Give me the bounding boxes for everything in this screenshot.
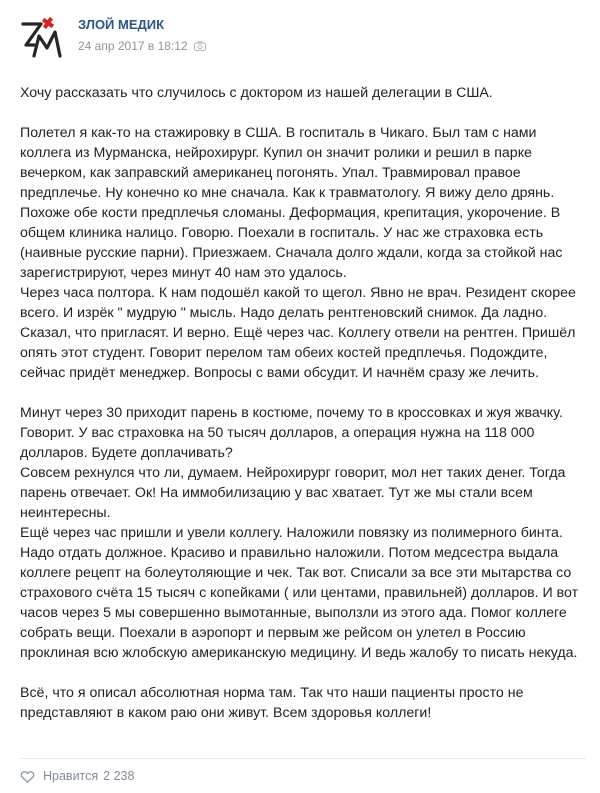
post-text-line: Всё, что я описал абсолютная норма там. Так что наши пациенты просто не [20, 685, 524, 701]
post-text-line: зарегистрируют, через минут 40 нам это удалось. [20, 265, 347, 281]
paragraph-gap [20, 663, 586, 683]
post-divider [20, 758, 586, 759]
post-text-line: Хочу рассказать что случилось с доктором из нашей делегации в США. [20, 85, 493, 101]
post-text-line: Ещё через час пришли и увели коллегу. Наложили повязку из полимерного бинта. [20, 525, 563, 541]
post-text-line: Минут через 30 приходит парень в костюме, почему то в кроссовках и жуя жвачку. [20, 405, 563, 421]
post-text-line: сейчас придёт менеджер. Вопросы с вами обсудит. И начнём сразу же лечить. [20, 365, 540, 381]
post-text-line: коллеге рецепт на болеутоляющие и чек. Так вот. Списали за все эти мытарства со [20, 565, 572, 581]
post-text-line: проклиная всю жлобскую американскую медицину. И ведь жалобу то писать некуда. [20, 645, 578, 661]
post-text-line: (наивные русские парни). Приезжаем. Сначала долго ждали, когда за стойкой нас [20, 245, 563, 261]
post-text [20, 83, 586, 723]
post-text-line: общем клиника налицо. Говорю. Поехали в госпиталь. У нас же страховка есть [20, 225, 544, 241]
post-text-line: Похоже обе кости предплечья сломаны. Деформация, крепитация, укорочение. В [20, 205, 561, 221]
post-text-line: долларов. Будете доплачивать? [20, 445, 233, 461]
post-text-line: Полетел я как-то на стажировку в США. В госпиталь в Чикаго. Был там с нами [20, 125, 537, 141]
like-count: 2 238 [103, 769, 135, 783]
post-text-line: Через часа полтора. К нам подошёл какой то щегол. Явно не врач. Резидент скорее [20, 285, 576, 301]
post-text-line: предплечье. Ну конечно ко мне сначала. Как к травматологу. Я вижу дело дрянь. [20, 185, 555, 201]
post-text-line: парень отвечает. Ок! На иммобилизацию у вас хватает. Тут же мы стали всем [20, 485, 533, 501]
group-logo-icon[interactable] [20, 14, 64, 58]
post-text-line: Говорит. У вас страховка на 50 тысяч долларов, а операция нужна на 118 000 [20, 425, 535, 441]
post-text-line: неинтересны. [20, 505, 111, 521]
like-label: Нравится [43, 769, 99, 783]
post-text-line: собрать вещи. Поехали в аэропорт и первым же рейсом он улетел в Россию [20, 625, 526, 641]
post-text-line: опять этот студент. Говорит перелом там обеих костей предплечья. Подождите, [20, 345, 548, 361]
post-text-line: страхового счёта 15 тысяч с копейками ( или центами, правильней) долларов. И вот [20, 585, 579, 601]
post-author-link[interactable]: ЗЛОЙ МЕДИК [78, 17, 165, 32]
paragraph-gap [20, 103, 586, 123]
like-button[interactable] [20, 766, 134, 786]
post-text-line: коллега из Мурманска, нейрохирург. Купил он значит ролики и решил в парке [20, 145, 532, 161]
post-text-line: всего. И изрёк " мудрую " мысль. Надо делать рентгеновский снимок. Да ладно. [20, 305, 548, 321]
post-meta [78, 39, 206, 53]
post-text-line: часов через 5 мы совершенно вымотанные, выползли из этого ада. Помог коллеге [20, 605, 567, 621]
post-text-line: Совсем рехнулся что ли, думаем. Нейрохирург говорит, мол нет таких денег. Тогда [20, 465, 566, 481]
post-date[interactable]: 24 апр 2017 в 18:12 [78, 39, 188, 53]
post-text-line: представляют в каком раю они живут. Всем здоровья коллеги! [20, 705, 432, 721]
camera-icon [194, 41, 206, 51]
post-text-line: вечерком, как заправский американец погонять. Упал. Травмировал правое [20, 165, 521, 181]
heart-icon [20, 770, 35, 783]
paragraph-gap [20, 383, 586, 403]
post-text-line: Сказал, что пригласят. И верно. Ещё через час. Коллегу отвели на рентген. Пришёл [20, 325, 576, 341]
post-text-line: Надо отдать должное. Красиво и правильно наложили. Потом медсестра выдала [20, 545, 559, 561]
